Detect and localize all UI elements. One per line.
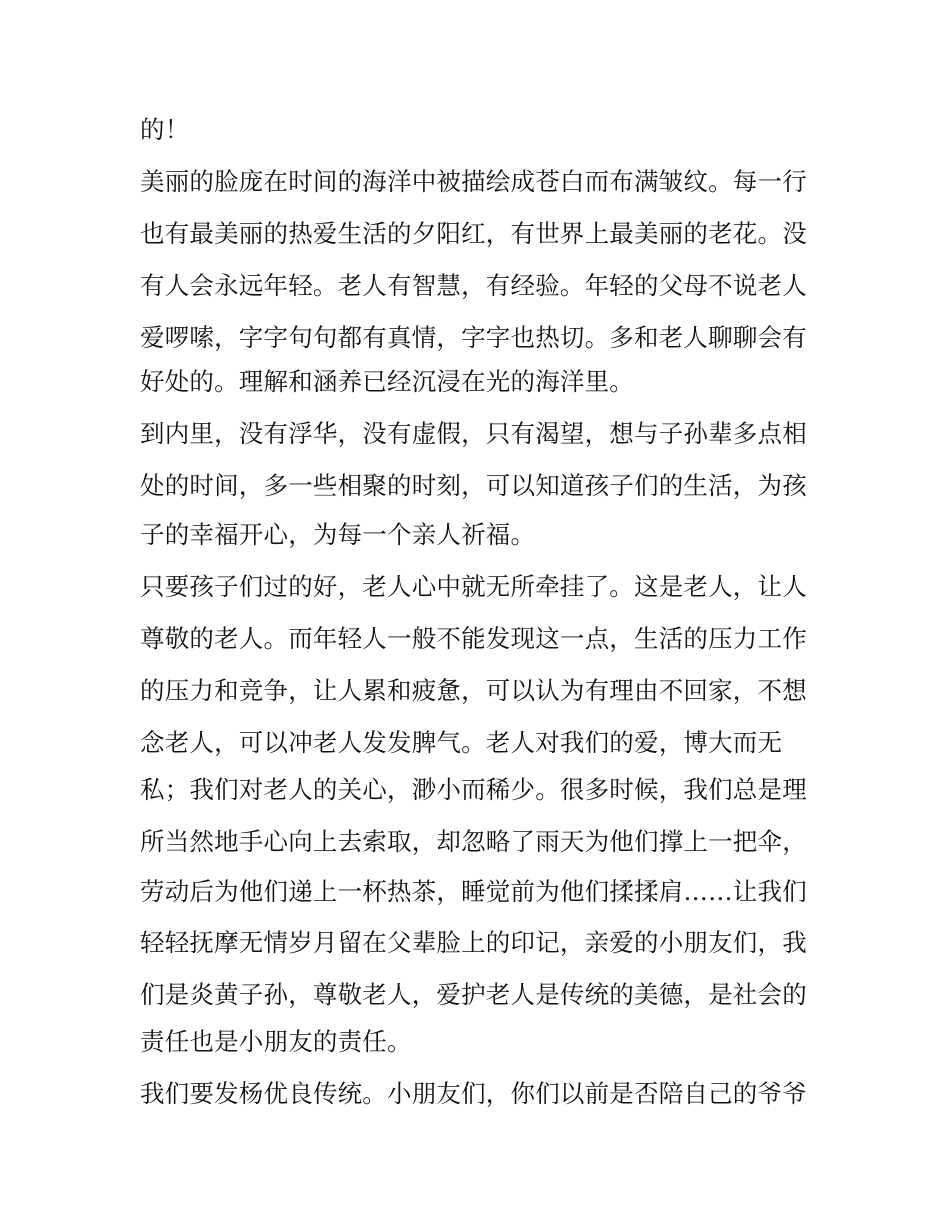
text-line: 念老人，可以冲老人发发脾气。老人对我们的爱，博大而无 xyxy=(140,728,783,757)
text-line: 私；我们对老人的关心，渺小而稀少。很多时候，我们总是理 xyxy=(140,775,807,804)
text-line: 尊敬的老人。而年轻人一般不能发现这一点，生活的压力工作 xyxy=(140,624,807,653)
text-line: 的！ xyxy=(140,115,190,144)
text-line: 有人会永远年轻。老人有智慧，有经验。年轻的父母不说老人 xyxy=(140,271,807,300)
text-line: 处的时间，多一些相聚的时刻，可以知道孩子们的生活，为孩 xyxy=(140,471,807,500)
text-line: 责任也是小朋友的责任。 xyxy=(140,1027,412,1056)
text-line: 所当然地手心向上去索取，却忽略了雨天为他们撑上一把伞， xyxy=(140,827,807,856)
text-line: 们是炎黄子孙，尊敬老人，爱护老人是传统的美德，是社会的 xyxy=(140,980,807,1009)
text-line: 轻轻抚摩无情岁月留在父辈脸上的印记，亲爱的小朋友们，我 xyxy=(140,928,807,957)
text-line: 我们要发杨优良传统。小朋友们，你们以前是否陪自己的爷爷 xyxy=(140,1079,807,1108)
text-line: 的压力和竞争，让人累和疲惫，可以认为有理由不回家，不想 xyxy=(140,676,807,705)
text-line: 劳动后为他们递上一杯热茶，睡觉前为他们揉揉肩……让我们 xyxy=(140,877,807,906)
text-line: 爱啰嗦，字字句句都有真情，字字也热切。多和老人聊聊会有 xyxy=(140,323,807,352)
text-line: 只要孩子们过的好，老人心中就无所牵挂了。这是老人，让人 xyxy=(140,572,807,601)
text-line: 好处的。理解和涵养已经沉浸在光的海洋里。 xyxy=(140,367,634,396)
text-line: 到内里，没有浮华，没有虚假，只有渴望，想与子孙辈多点相 xyxy=(140,419,807,448)
text-line: 子的幸福开心，为每一个亲人祈福。 xyxy=(140,520,536,549)
text-line: 也有最美丽的热爱生活的夕阳红，有世界上最美丽的老花。没 xyxy=(140,219,807,248)
text-line: 美丽的脸庞在时间的海洋中被描绘成苍白而布满皱纹。每一行 xyxy=(140,167,807,196)
